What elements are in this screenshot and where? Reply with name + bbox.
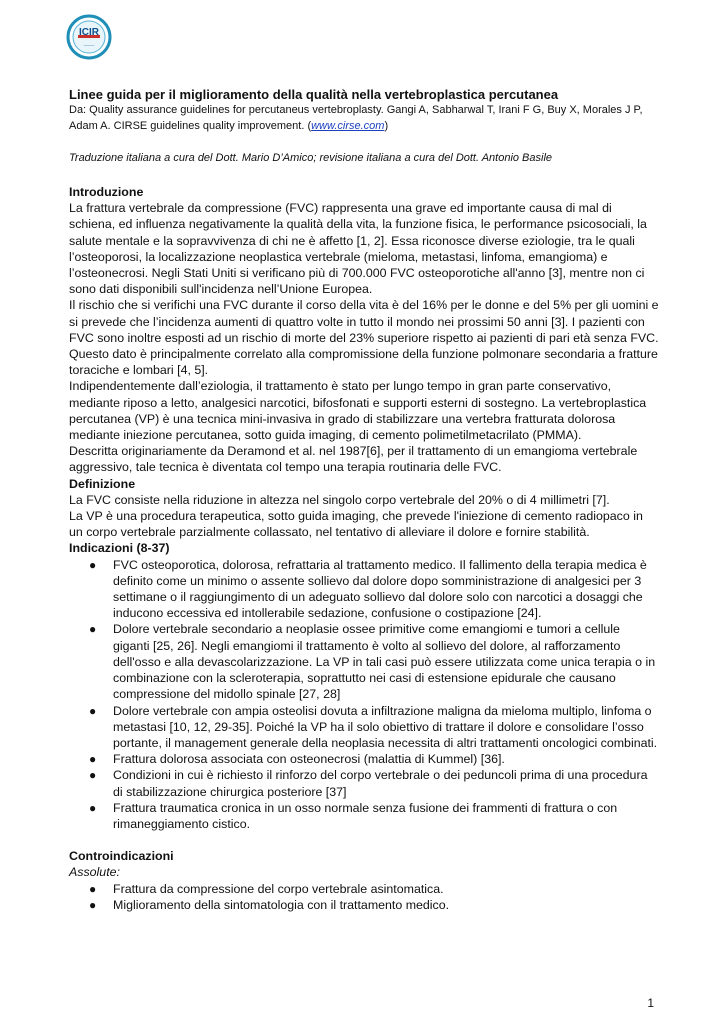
cirse-link[interactable]: www.cirse.com (311, 119, 385, 132)
bullet-dot-icon: ● (89, 703, 97, 718)
paragraph: La VP è una procedura terapeutica, sotto guida imaging, che prevede l'iniezione di cemento radiopaco in un corpo vertebrale parzialmente collassato, nel tentativo di alleviare il dolore e fornire stabilità. (69, 509, 643, 540)
list-item: ● Miglioramento della sintomatologia con il trattamento medico. (89, 897, 450, 912)
bullet-dot-icon: ● (89, 897, 97, 912)
section-heading-controindicazioni: Controindicazioni (69, 849, 174, 864)
bullet-dot-icon: ● (89, 557, 97, 572)
source-citation: Da: Quality assurance guidelines for percutaneus vertebroplasty. Gangi A, Sabharwal T, Irani F G, Buy X, Morales J P, Adam A. CIRSE guidelines quality improvement. (www.cirse.com) (69, 104, 643, 132)
paragraph: Il rischio che si verifichi una FVC durante il corso della vita è del 16% per le donne e del 5% per gli uomini e si prevede che l’incidenza aumenti di quattro volte in tutto il mondo nei prossimi 50 anni [3]. I pazienti con FVC sono inoltre esposti ad un rischio di morte del 23% superiore rispetto ai pazienti di pari età senza FVC. Questo dato è principalmente correlato alla compromissione della funzione polmonare secondaria a fratture toraciche e lombari [4, 5]. (69, 298, 659, 378)
list-item: ● Frattura traumatica cronica in un osso normale senza fusione dei frammenti di frattura o con rimaneggiamento cistico. (89, 800, 618, 831)
page-number: 1 (647, 996, 654, 1010)
document-title: Linee guida per il miglioramento della qualità nella vertebroplastica percutanea (69, 87, 559, 102)
list-item: ● Condizioni in cui è richiesto il rinforzo del corpo vertebrale o dei peduncoli prima di una procedura di stabilizzazione chirurgica posteriore [37] (89, 768, 648, 799)
paragraph: Indipendentemente dall’eziologia, il trattamento è stato per lungo tempo in gran parte conservativo, mediante riposo a letto, analgesici narcotici, bifosfonati e supporti esterni di sostegno. La vertebroplastica percutanea (VP) è una tecnica mini-invasiva in grado di stabilizzare una vertebra fratturata dolorosa mediante iniezione percutanea, sotto guida imaging, di cemento polimetilmetacrilato (PMMA). (69, 379, 647, 443)
section-heading-definizione: Definizione (69, 476, 136, 491)
list-item: ● Dolore vertebrale secondario a neoplasie ossee primitive come emangiomi e tumori a cellule giganti [25, 26]. Negli emangiomi il trattamento è volto al sollievo del dolore, al rafforzamento dell'osso e alla devascolarizzazione. La VP in tali casi può essere utilizzata come unica terapia o in combinazione con la scleroterapia, soprattutto nei casi di estensione epidurale che causano compressione del midollo spinale [27, 28] (89, 622, 656, 702)
document-body (69, 86, 659, 913)
list-item: ● Dolore vertebrale con ampia osteolisi dovuta a infiltrazione maligna da mieloma multiplo, linfoma o metastasi [10, 12, 29-35]. Poiché la VP ha il solo obiettivo di trattare il dolore e consolidare l’osso portante, il management generale della neoplasia necessita di altri trattamenti oncologici combinati. (89, 703, 658, 750)
bullet-dot-icon: ● (89, 622, 97, 637)
bullet-dot-icon: ● (89, 881, 97, 896)
list-item: ● Frattura da compressione del corpo vertebrale asintomatica. (89, 881, 444, 896)
logo-text: ICIR (79, 27, 99, 38)
bullet-dot-icon: ● (89, 752, 97, 767)
paragraph: Descritta originariamente da Deramond et al. nel 1987[6], per il trattamento di un emangioma vertebrale aggressivo, tale tecnica è diventata col tempo una terapia routinaria delle FVC. (69, 444, 638, 475)
subheading-assolute: Assolute: (69, 865, 120, 880)
paragraph: La FVC consiste nella riduzione in altezza nel singolo corpo vertebrale del 20% o di 4 millimetri [7]. (69, 492, 610, 507)
bullet-dot-icon: ● (89, 800, 97, 815)
section-heading-introduzione: Introduzione (69, 185, 144, 199)
section-heading-indicazioni: Indicazioni (8-37) (69, 541, 170, 556)
bullet-dot-icon: ● (89, 768, 97, 783)
list-item: ● Frattura dolorosa associata con osteonecrosi (malattia di Kummel) [36]. (89, 752, 505, 767)
list-item: ● FVC osteoporotica, dolorosa, refrattaria al trattamento medico. Il fallimento della terapia medica è definito come un minimo o assente sollievo dal dolore dopo somministrazione di analgesici per 3 settimane o il raggiungimento di un adeguato sollievo dal dolore solo con narcotici a dosaggi che inducono eccessiva ed intollerabile sedazione, confusione o costipazione [24]. (89, 557, 647, 621)
svg-text:———: ——— (83, 43, 95, 47)
indicazioni-list (69, 557, 659, 832)
controindicazioni-list (69, 881, 659, 913)
translation-credit: Traduzione italiana a cura del Dott. Mario D’Amico; revisione italiana a cura del Dott. Antonio Basile (69, 152, 553, 164)
paragraph: La frattura vertebrale da compressione (FVC) rappresenta una grave ed importante causa di mal di schiena, ed influenza negativamente la qualità della vita, la funzione fisica, le performance psicosociali, la salute mentale e la sopravvivenza di chi ne è affetto [1, 2]. Essa riconosce diverse eziologie, tra le quali l’osteoporosi, la localizzazione neoplastica vertebrale (mieloma, metastasi, linfoma, emangioma) e l’osteonecrosi. Negli Stati Uniti si verificano più di 700.000 FVC osteoporotiche all'anno [3], mentre non ci sono dati disponibili sull'incidenza nell’Unione Europea. (69, 201, 647, 297)
icir-logo (66, 14, 112, 60)
